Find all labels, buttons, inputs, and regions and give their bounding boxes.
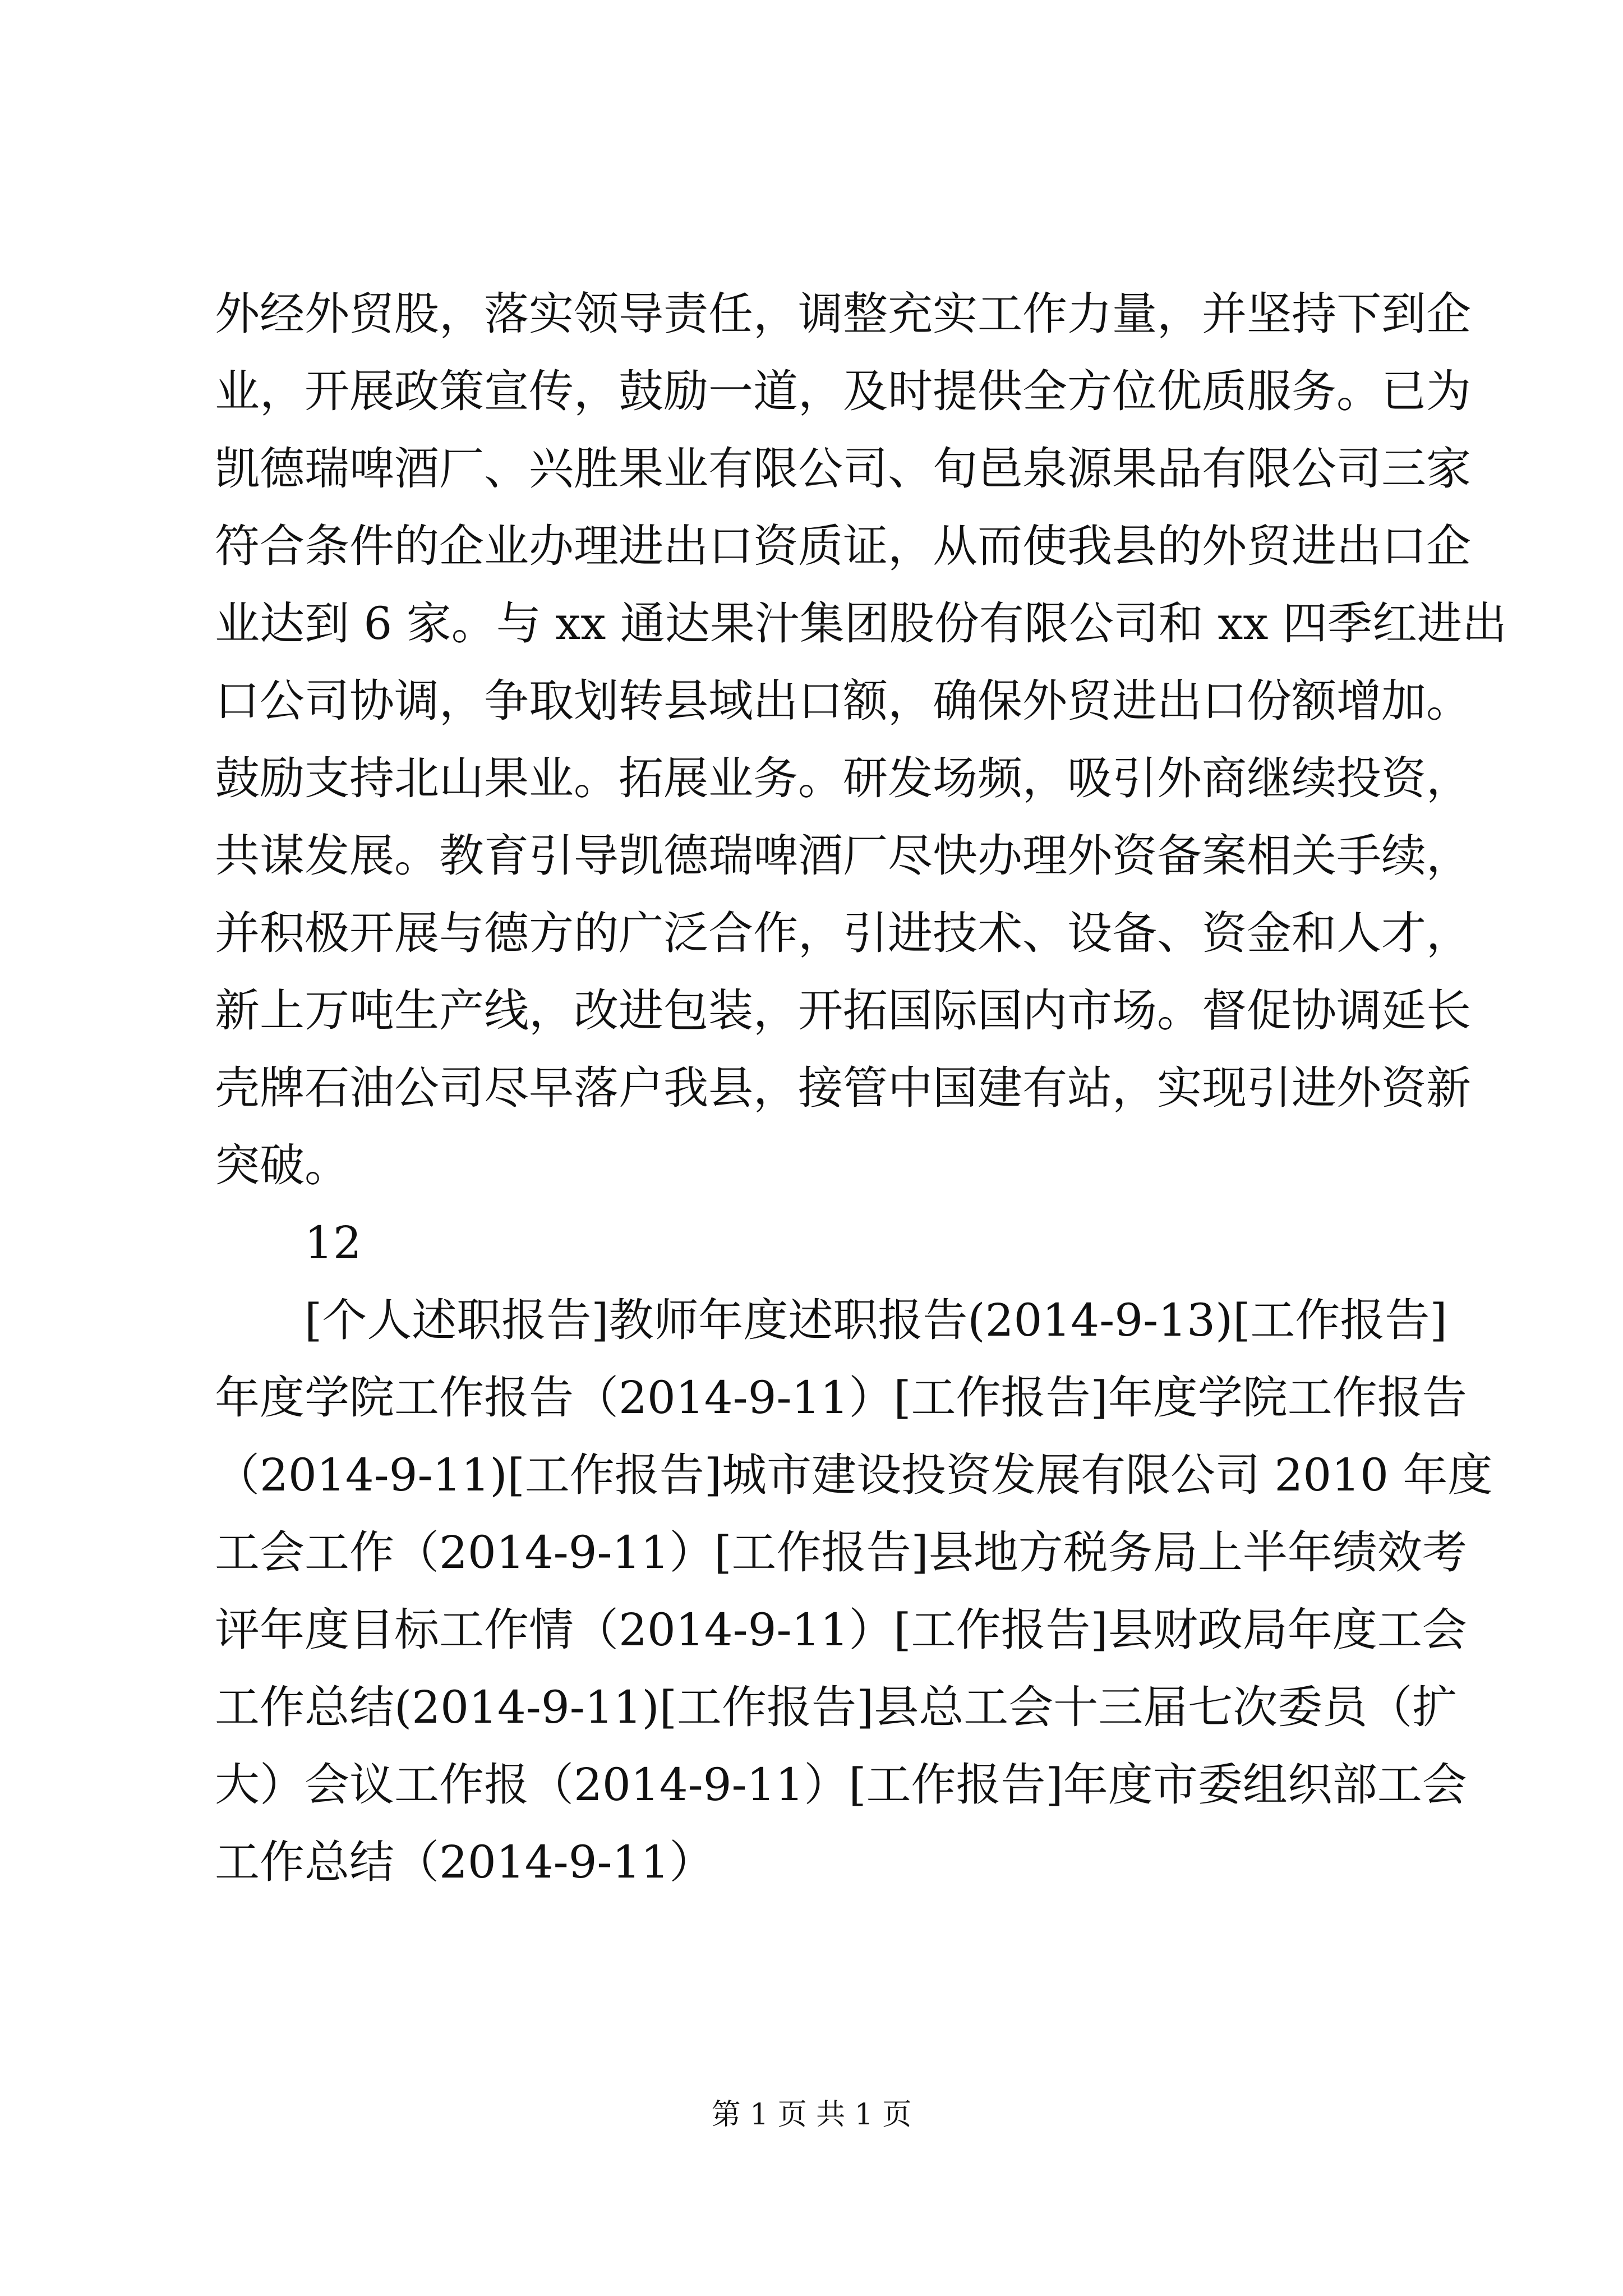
paragraph-1-line-10: 新上万吨生产线，改进包装，开拓国际国内市场。督促协调延长 — [215, 984, 1471, 1037]
related-articles-line-4: 工会工作（2014-9-11）[工作报告]县地方税务局上半年绩效考 — [215, 1526, 1467, 1579]
related-articles-line-8: 工作总结（2014-9-11） — [215, 1836, 714, 1888]
related-articles-line-2: 年度学院工作报告（2014-9-11）[工作报告]年度学院工作报告 — [215, 1372, 1467, 1424]
number-line: 12 — [305, 1217, 362, 1269]
paragraph-1-line-3: 凯德瑞啤酒厂、兴胜果业有限公司、旬邑泉源果品有限公司三家 — [215, 443, 1471, 495]
paragraph-1-line-2: 业，开展政策宣传，鼓励一道，及时提供全方位优质服务。已为 — [215, 365, 1471, 417]
paragraph-1-line-7: 鼓励支持北山果业。拓展业务。研发场频，吸引外商继续投资， — [215, 752, 1471, 804]
page-footer: 第 1 页 共 1 页 — [711, 2098, 912, 2132]
paragraph-1-line-5: 业达到 6 家。与 xx 通达果汁集团股份有限公司和 xx 四季红进出 — [215, 597, 1507, 650]
paragraph-1-line-1: 外经外贸股，落实领导责任，调整充实工作力量，并坚持下到企 — [215, 288, 1471, 340]
paragraph-1-line-4: 符合条件的企业办理进出口资质证，从而使我县的外贸进出口企 — [215, 520, 1471, 572]
paragraph-1-line-12: 突破。 — [215, 1139, 349, 1191]
paragraph-1-line-8: 共谋发展。教育引导凯德瑞啤酒厂尽快办理外资备案相关手续， — [215, 830, 1471, 882]
paragraph-1-line-11: 壳牌石油公司尽早落户我县，接管中国建有站，实现引进外资新 — [215, 1062, 1471, 1114]
paragraph-1-line-9: 并积极开展与德方的广泛合作，引进技术、设备、资金和人才， — [215, 907, 1471, 959]
paragraph-1-line-6: 口公司协调，争取划转县域出口额，确保外贸进出口份额增加。 — [215, 675, 1471, 727]
related-articles-line-5: 评年度目标工作情（2014-9-11）[工作报告]县财政局年度工会 — [215, 1604, 1467, 1656]
related-articles-line-7: 大）会议工作报（2014-9-11）[工作报告]年度市委组织部工会 — [215, 1759, 1467, 1811]
related-articles-line-1: [个人述职报告]教师年度述职报告(2014-9-13)[工作报告] — [305, 1294, 1447, 1346]
related-articles-line-3: （2014-9-11)[工作报告]城市建设投资发展有限公司 2010 年度 — [215, 1449, 1493, 1501]
related-articles-line-6: 工作总结(2014-9-11)[工作报告]县总工会十三届七次委员（扩 — [215, 1681, 1458, 1733]
